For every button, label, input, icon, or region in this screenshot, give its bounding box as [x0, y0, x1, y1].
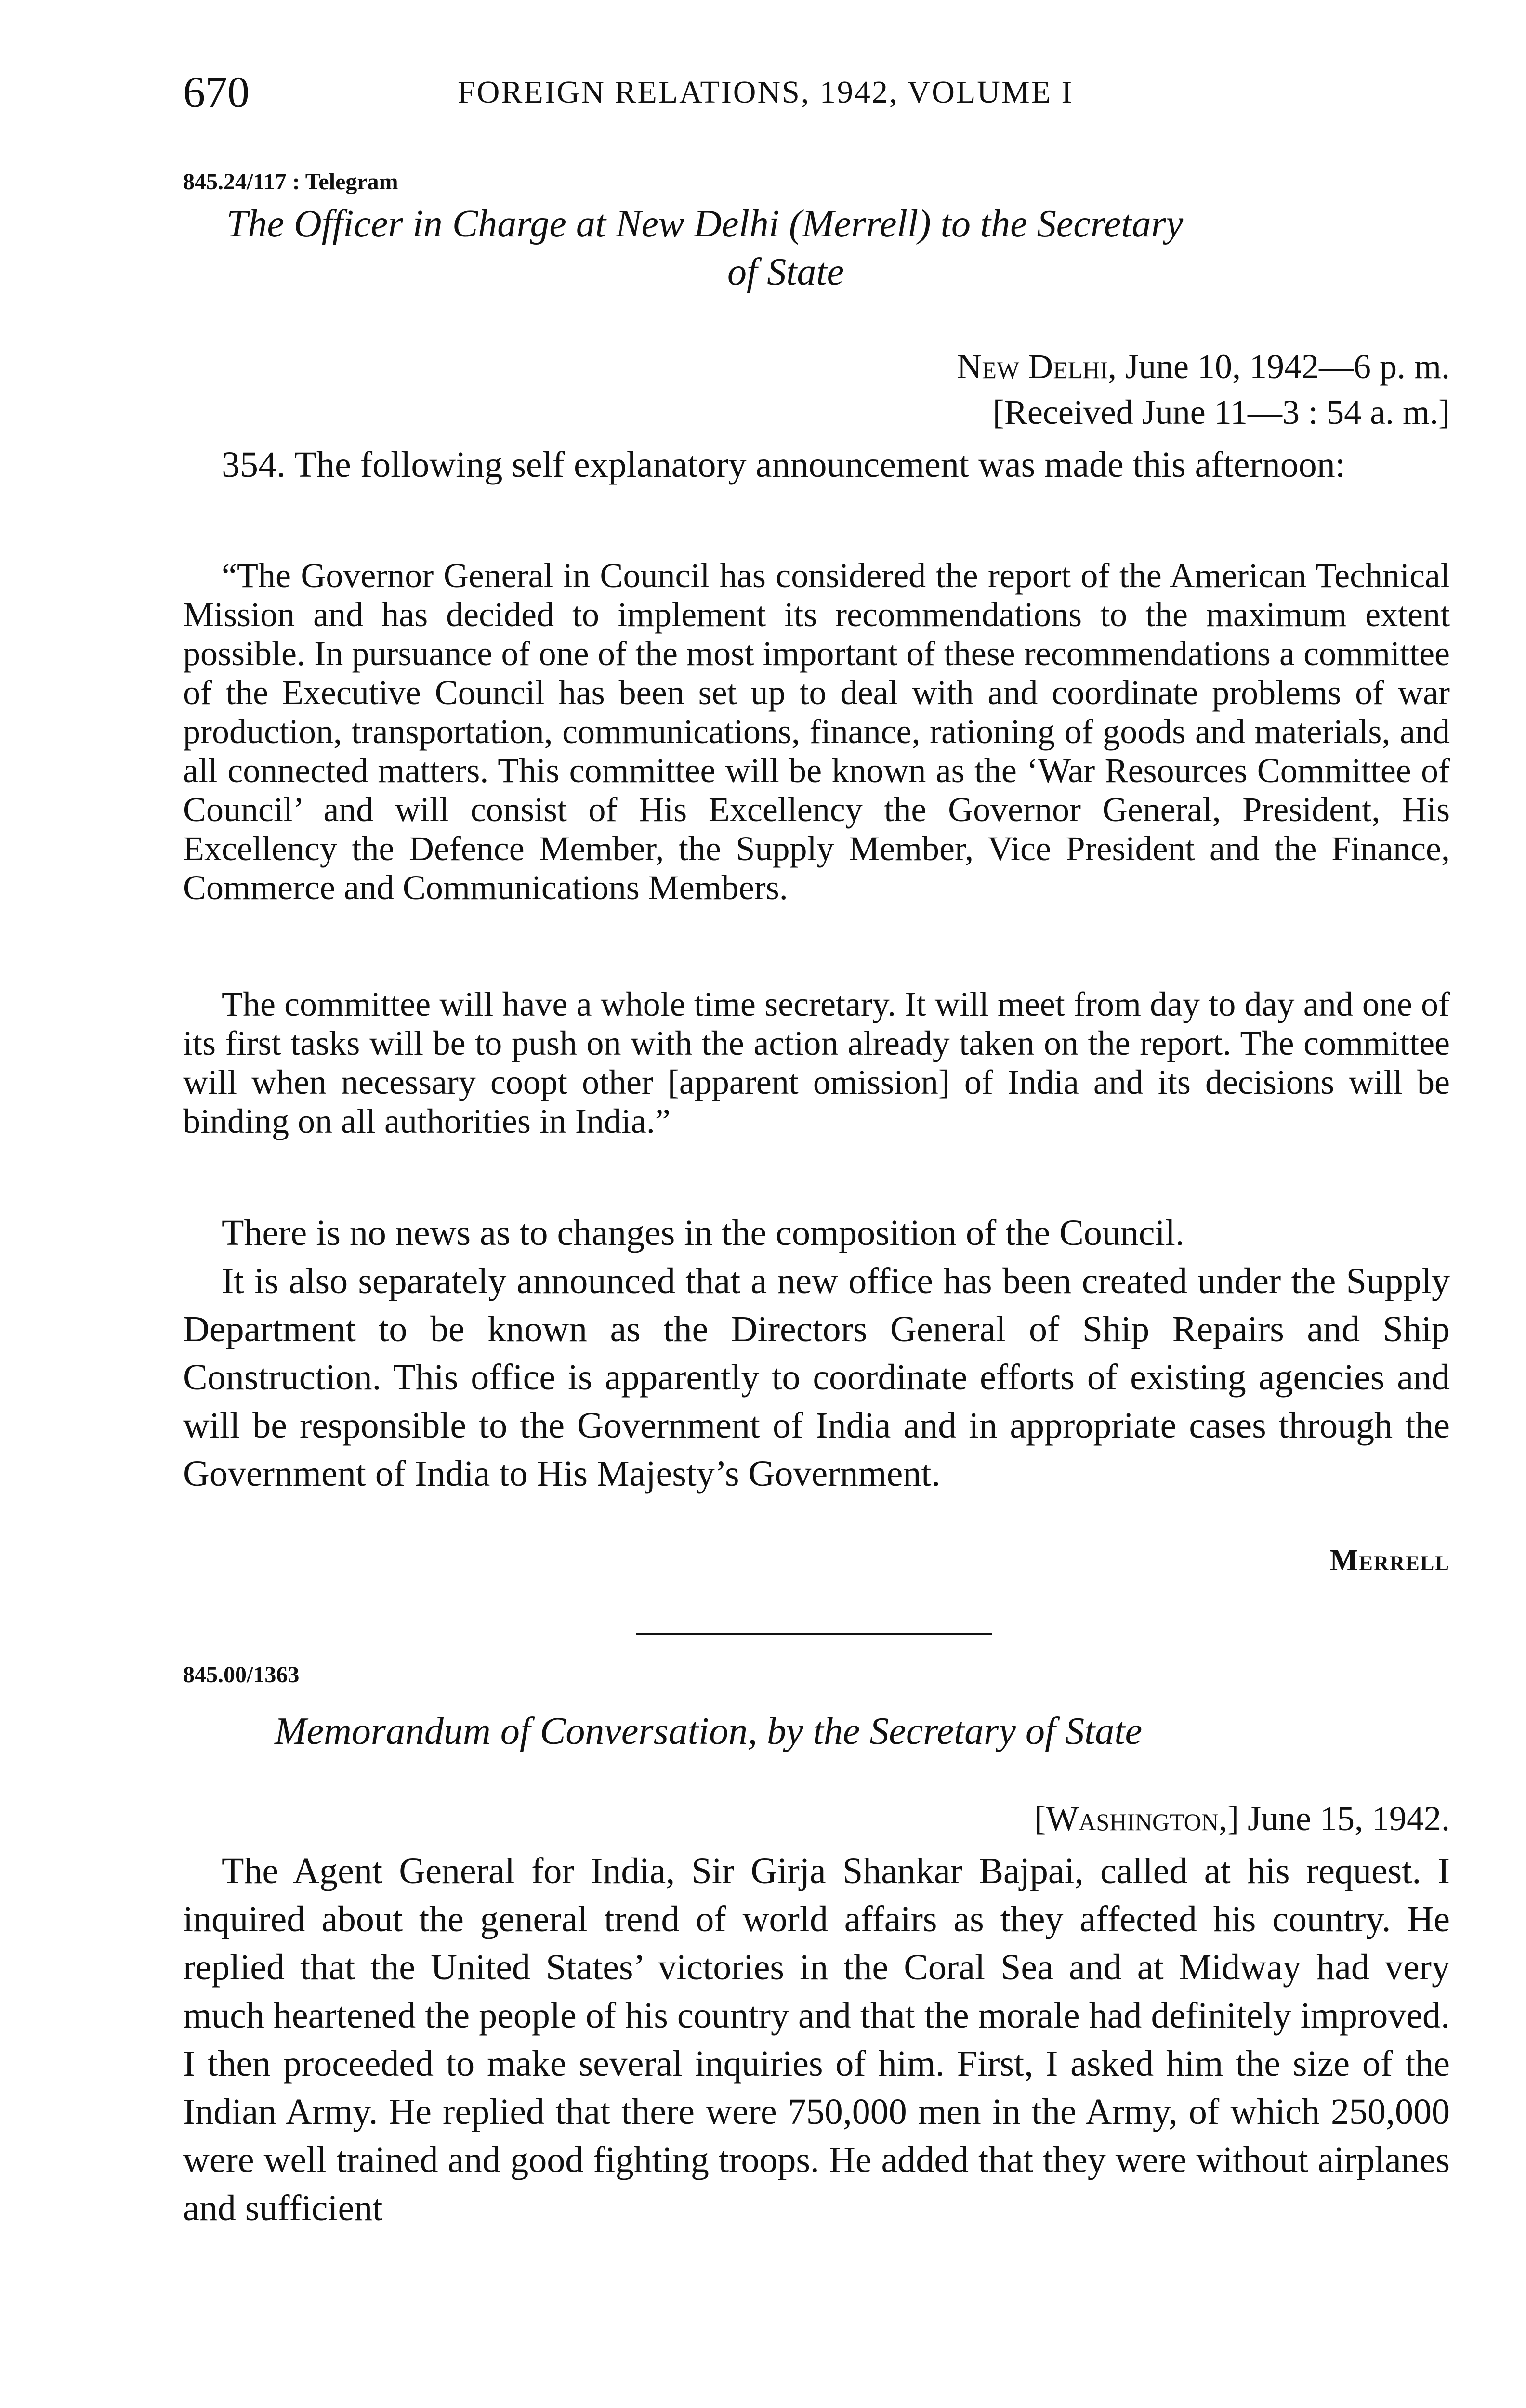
dateline-date: June 10, 1942—6 p. m.: [1117, 347, 1450, 386]
running-title: FOREIGN RELATIONS, 1942, VOLUME I: [458, 75, 1074, 110]
running-header: [183, 66, 1074, 118]
dateline-date: June 15, 1942.: [1239, 1799, 1450, 1838]
file-number: 845.24/117 : Telegram: [183, 169, 398, 195]
body-paragraph: It is also separately announced that a new office has been created under the Supply Department to be known as the Directors General of Ship Repairs and Ship Construction. This office is apparently to coordinate efforts of existing agencies and will be responsible to the Government of India and in appropriate cases through the Government of India to His Majesty’s Government.: [183, 1261, 1450, 1494]
dateline: [957, 347, 1450, 387]
body-paragraph: There is no news as to changes in the composition of the Council.: [222, 1213, 1184, 1253]
quoted-announcement-paragraph: “The Governor General in Council has considered the report of the American Technical Mission and has decided to implement its recommendations to the maximum extent possible. In pursuance of one of the most important of these recommendations a committee of the Executive Council has been set up to deal with and coordinate problems of war production, transportation, communications, finance, rationing of goods and materials, and all connected matters. This committee will be known as the ‘War Resources Committee of Council’ and will consist of His Excellency the Governor General, President, His Excellency the Defence Member, the Supply Member, Vice President and the Finance, Commerce and Communications Members.: [183, 556, 1450, 907]
body-paragraph: The Agent General for India, Sir Girja Shankar Bajpai, called at his request. I inquired about the general trend of world affairs as they affected his country. He replied that the United States’ victories in the Coral Sea and at Midway had very much heartened the people of his country and that the morale had definitely improved. I then proceeded to make several inquiries of him. First, I asked him the size of the Indian Army. He replied that there were 750,000 men in the Army, of which 250,000 were well trained and good fighting troops. He added that they were without airplanes and sufficient: [183, 1851, 1450, 2228]
section-divider: [636, 1633, 992, 1635]
dateline-place: [Washington,]: [1034, 1799, 1239, 1838]
document-heading-continued: of State: [727, 251, 844, 293]
received-line: [Received June 11—3 : 54 a. m.]: [992, 393, 1450, 432]
dateline: [1034, 1799, 1450, 1839]
document-heading: The Officer in Charge at New Delhi (Merrell) to the Secretary: [226, 203, 1184, 245]
dateline-place: New Delhi,: [957, 347, 1117, 386]
file-number: 845.00/1363: [183, 1662, 300, 1688]
signature: Merrell: [1329, 1544, 1450, 1577]
quoted-announcement-paragraph: The committee will have a whole time secretary. It will meet from day to day and one of its first tasks will be to push on with the action already taken on the report. The committee will when necessary coopt other [apparent omission] of India and its decisions will be binding on all authorities in India.”: [183, 985, 1450, 1140]
intro-paragraph: 354. The following self explanatory announcement was made this afternoon:: [222, 445, 1345, 485]
page-number: 670: [183, 67, 250, 117]
document-heading: Memorandum of Conversation, by the Secretary of State: [275, 1710, 1143, 1753]
